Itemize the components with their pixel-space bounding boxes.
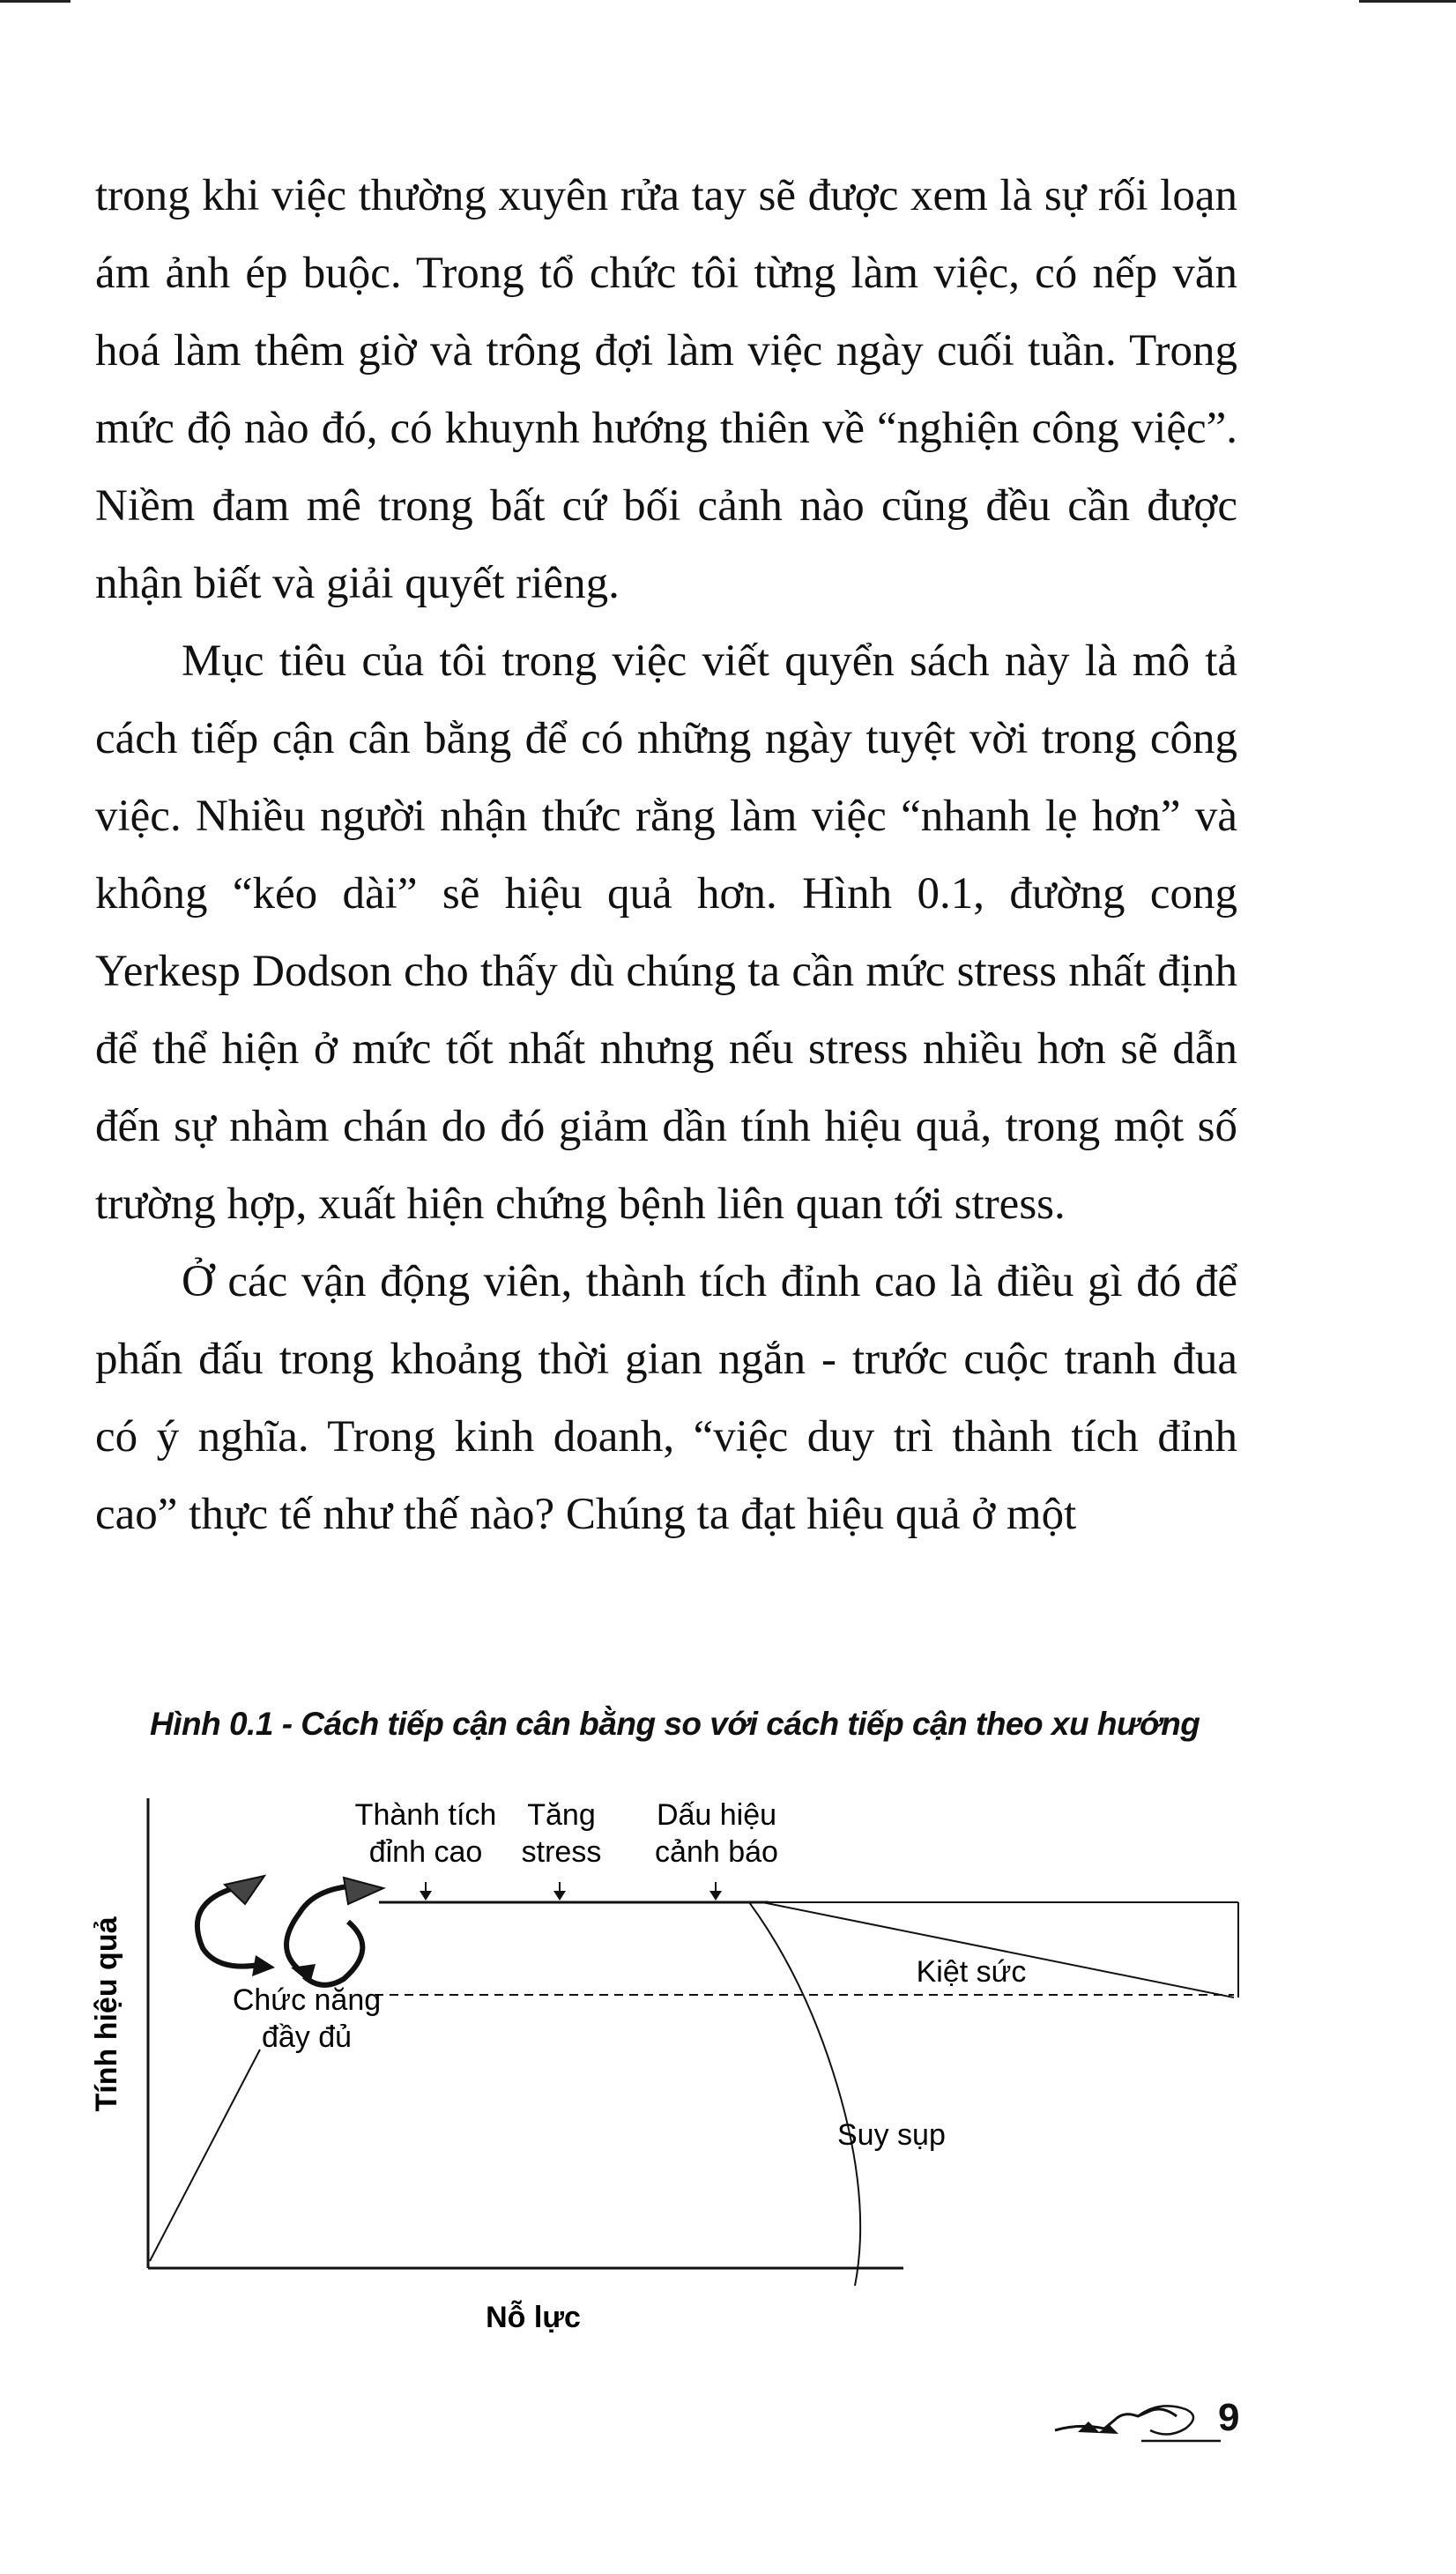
arrow-down-icon (420, 1882, 432, 1901)
label-full-function: Chức năng (232, 1983, 382, 2017)
top-rule (0, 0, 71, 3)
figure-caption: Hình 0.1 - Cách tiếp cận cân bằng so với cách tiếp cận theo xu hướng (150, 1706, 1200, 1742)
arrow-down-icon (709, 1882, 722, 1901)
arrow-down-icon (553, 1882, 566, 1901)
top-rule (1359, 0, 1456, 3)
collapse-curve (749, 1902, 860, 2286)
label-stress: stress (521, 1835, 602, 1869)
paragraph-3: Ở các vận động viên, thành tích đỉnh cao là điều gì đó để phấn đấu trong khoảng thời gian ngắn - trước cuộc tranh đua có ý nghĩa. Trong kinh doanh, “việc duy trì thành tích đỉnh cao” thực tế như thế nào? Chúng ta đạt hiệu quả ở một (95, 1257, 1237, 1539)
rising-curve (150, 2050, 260, 2261)
label-collapse: Suy sụp (837, 2118, 946, 2152)
figure-yerkes-dodson (79, 1772, 1313, 2336)
body-text (95, 157, 1237, 1553)
x-axis-label: Nỗ lực (486, 2301, 581, 2334)
label-peak: đỉnh cao (368, 1835, 483, 1869)
ornament-icon (1053, 2393, 1229, 2446)
paragraph-1: trong khi việc thường xuyên rửa tay sẽ được xem là sự rối loạn ám ảnh ép buộc. Trong tổ chức tôi từng làm việc, có nếp văn hoá làm thêm giờ và trông đợi làm việc ngày cuối tuần. Trong mức độ nào đó, có khuynh hướng thiên về “nghiện công việc”. Niềm đam mê trong bất cứ bối cảnh nào cũng đều cần được nhận biết và giải quyết riêng. (95, 171, 1237, 608)
paragraph-2: Mục tiêu của tôi trong việc viết quyển sách này là mô tả cách tiếp cận cân bằng để có những ngày tuyệt vời trong công việc. Nhiều người nhận thức rằng làm việc “nhanh lẹ hơn” và không “kéo dài” sẽ hiệu quả hơn. Hình 0.1, đường cong Yerkesp Dodson cho thấy dù chúng ta cần mức stress nhất định để thể hiện ở mức tốt nhất nhưng nếu stress nhiều hơn sẽ dẫn đến sự nhàm chán do đó giảm dần tính hiệu quả, trong một số trường hợp, xuất hiện chứng bệnh liên quan tới stress. (95, 636, 1237, 1229)
label-full-function: đầy đủ (261, 2020, 353, 2054)
label-warning: cảnh báo (655, 1835, 778, 1869)
page-number: 9 (1218, 2396, 1240, 2439)
label-stress: Tăng (527, 1798, 596, 1832)
label-peak: Thành tích (354, 1798, 497, 1832)
cycle-arrow-icon-left (197, 1876, 275, 1976)
label-warning: Dấu hiệu (656, 1798, 777, 1832)
y-axis-label: Tính hiệu quả (90, 1916, 123, 2112)
cycle-arrow-icon-right (286, 1878, 383, 1985)
label-burnout: Kiệt sức (916, 1955, 1027, 1989)
